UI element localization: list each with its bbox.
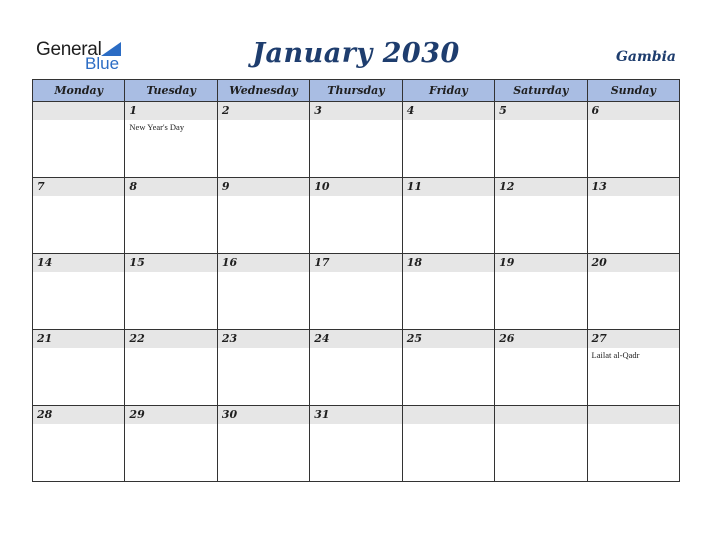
day-number: 31 [314, 408, 330, 421]
day-number-bar [403, 102, 494, 120]
country-name: Gambia [615, 49, 676, 65]
day-number: 19 [499, 256, 515, 269]
day-cell [125, 406, 217, 482]
day-number-bar [310, 406, 401, 424]
day-cell [495, 178, 587, 254]
day-cell [587, 406, 679, 482]
day-cell [402, 254, 494, 330]
day-number-bar [33, 330, 124, 348]
day-number-bar [495, 406, 586, 424]
weekday-thursday: Thursday [310, 80, 402, 102]
day-number: 6 [591, 104, 600, 117]
day-number-bar [33, 102, 124, 120]
day-number-bar [310, 330, 401, 348]
day-cell [495, 254, 587, 330]
day-number: 18 [406, 256, 422, 269]
holiday-label: New Year's Day [129, 122, 185, 132]
day-number-bar [125, 178, 216, 196]
day-cell [495, 406, 587, 482]
day-cell [33, 406, 125, 482]
day-number: 26 [499, 332, 515, 345]
holiday-label: Lailat al-Qadr [591, 350, 640, 360]
day-number-bar [403, 254, 494, 272]
day-cell [125, 254, 217, 330]
day-number-bar [588, 406, 679, 424]
day-cell [217, 254, 309, 330]
day-cell [125, 102, 217, 178]
day-number-bar [403, 178, 494, 196]
day-cell [125, 330, 217, 406]
day-cell [587, 178, 679, 254]
weekday-tuesday: Tuesday [125, 80, 217, 102]
day-number: 13 [591, 180, 607, 193]
day-number-bar [403, 406, 494, 424]
day-number: 29 [129, 408, 145, 421]
day-number-bar [310, 254, 401, 272]
day-number-bar [218, 254, 309, 272]
weekday-monday: Monday [33, 80, 125, 102]
day-number: 22 [129, 332, 145, 345]
day-number-bar [588, 254, 679, 272]
day-number-bar [495, 254, 586, 272]
day-cell [217, 178, 309, 254]
day-cell [33, 102, 125, 178]
day-number: 3 [314, 104, 322, 117]
day-number: 15 [129, 256, 145, 269]
day-number-bar [588, 102, 679, 120]
day-cell [310, 178, 402, 254]
logo-text-general: General [36, 39, 102, 60]
day-number-bar [218, 102, 309, 120]
day-number: 9 [221, 180, 230, 193]
day-cell [587, 102, 679, 178]
day-number: 30 [221, 408, 238, 421]
day-number: 17 [314, 256, 330, 269]
day-number: 14 [37, 256, 53, 269]
day-number: 7 [37, 180, 45, 193]
day-cell [495, 102, 587, 178]
day-number: 21 [37, 332, 53, 345]
day-number: 12 [499, 180, 515, 193]
day-cell [217, 330, 309, 406]
day-number: 5 [499, 104, 507, 117]
weekday-sunday: Sunday [587, 80, 679, 102]
day-number-bar [218, 330, 309, 348]
day-number-bar [33, 254, 124, 272]
day-number: 16 [221, 256, 238, 269]
day-number-bar [310, 178, 401, 196]
day-number-bar [125, 330, 216, 348]
day-number: 28 [37, 408, 53, 421]
day-number: 4 [406, 104, 415, 117]
week-row [33, 178, 680, 254]
day-cell [402, 406, 494, 482]
calendar-title: January 2030 [252, 38, 460, 69]
day-number: 11 [406, 180, 422, 193]
logo-text-blue: Blue [85, 54, 120, 73]
day-number: 8 [129, 180, 138, 193]
day-cell [125, 178, 217, 254]
day-number-bar [218, 406, 309, 424]
day-cell [310, 406, 402, 482]
day-number-bar [588, 178, 679, 196]
week-row [33, 102, 680, 178]
day-cell [33, 178, 125, 254]
week-row [33, 254, 680, 330]
day-number: 23 [221, 332, 238, 345]
day-number: 25 [406, 332, 422, 345]
day-cell [310, 254, 402, 330]
day-cell [402, 178, 494, 254]
day-number-bar [125, 102, 216, 120]
weekday-wednesday: Wednesday [217, 80, 309, 102]
day-cell [310, 330, 402, 406]
day-cell [587, 254, 679, 330]
day-number-bar [218, 178, 309, 196]
day-number-bar [495, 330, 586, 348]
week-row [33, 330, 680, 406]
day-number-bar [33, 178, 124, 196]
day-number-bar [403, 330, 494, 348]
day-number: 10 [314, 180, 330, 193]
day-number-bar [495, 102, 586, 120]
weekday-header-row [33, 80, 680, 102]
day-cell [217, 406, 309, 482]
day-cell [587, 330, 679, 406]
day-cell [402, 330, 494, 406]
day-number: 2 [221, 104, 230, 117]
day-number-bar [310, 102, 401, 120]
day-cell [217, 102, 309, 178]
day-number-bar [125, 254, 216, 272]
day-number-bar [588, 330, 679, 348]
day-number-bar [495, 178, 586, 196]
week-row [33, 406, 680, 482]
day-cell [310, 102, 402, 178]
weekday-saturday: Saturday [495, 80, 587, 102]
day-number: 20 [591, 256, 607, 269]
day-number-bar [125, 406, 216, 424]
weekday-friday: Friday [402, 80, 494, 102]
day-number: 1 [129, 104, 138, 117]
day-cell [495, 330, 587, 406]
day-cell [33, 254, 125, 330]
day-cell [33, 330, 125, 406]
day-number-bar [33, 406, 124, 424]
day-number: 27 [591, 332, 607, 345]
day-cell [402, 102, 494, 178]
day-number: 24 [314, 332, 330, 345]
calendar-grid [32, 79, 680, 482]
